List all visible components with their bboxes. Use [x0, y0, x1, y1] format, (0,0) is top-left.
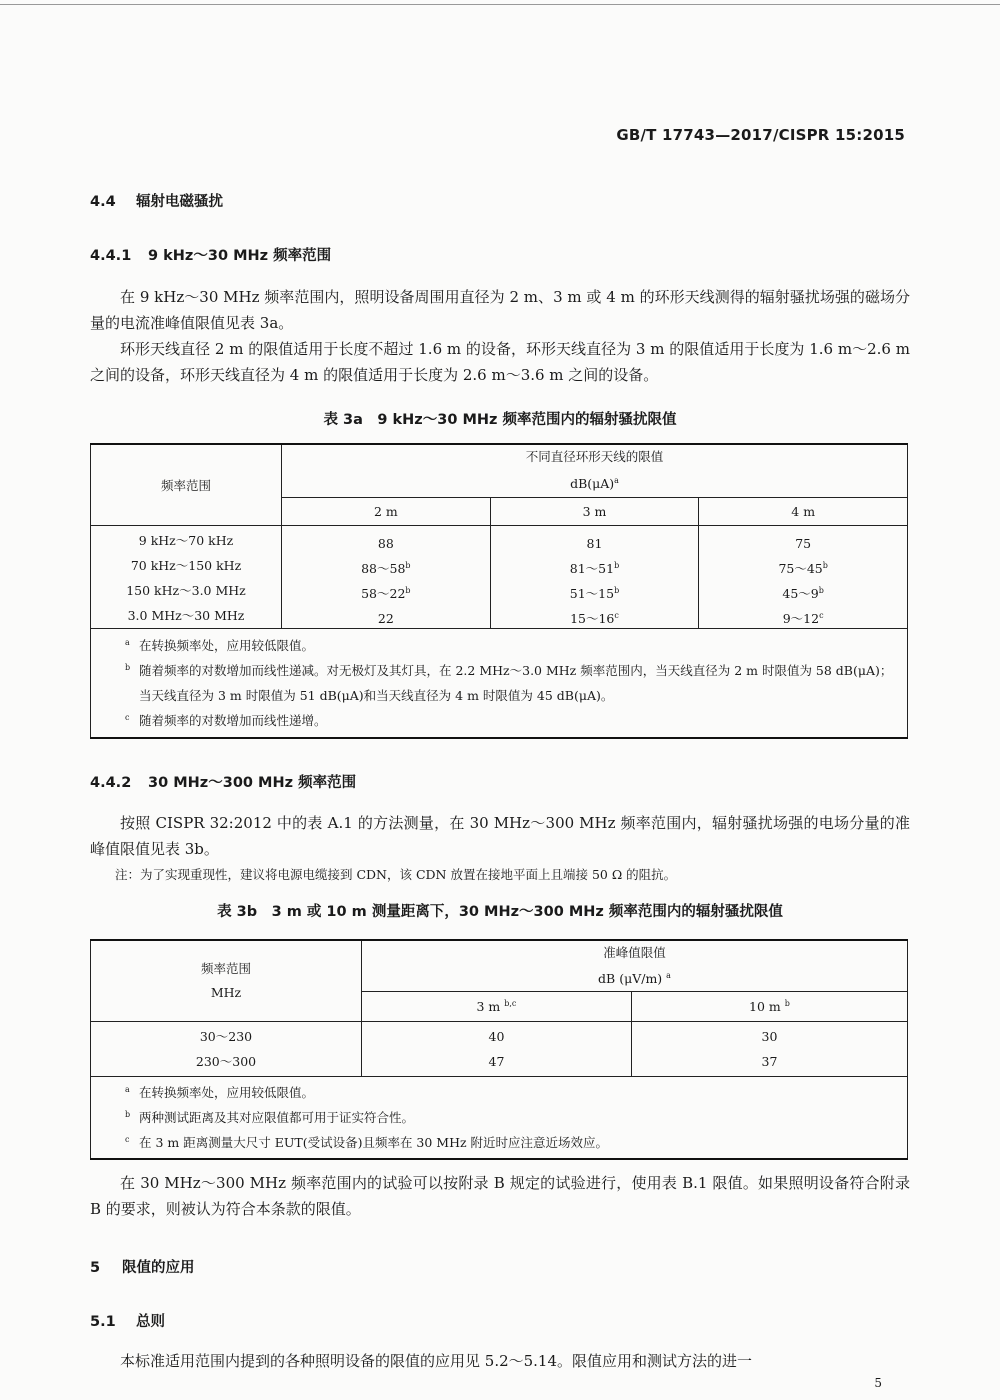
- note: 注：为了实现重现性，建议将电源电缆接到 CDN，该 CDN 放置在接地平面上且端接 50 Ω 的阻抗。: [115, 867, 677, 882]
- table-3b-footnotes: [91, 1077, 908, 1160]
- header-cell-diameter: 2 m: [282, 498, 491, 526]
- cell-frequency-column: 30～230 230～300: [91, 1022, 362, 1077]
- section-number: 4.4: [90, 194, 116, 210]
- table-3a-caption: 表 3a 9 kHz～30 MHz 频率范围内的辐射骚扰限值: [323, 412, 677, 428]
- group-unit: $dB(\mu A)^a$: [570, 476, 619, 492]
- paragraph: 按照 CISPR 32:2012 中的表 A.1 的方法测量，在 30 MHz～300 MHz 频率范围内，辐射骚扰场强的电场分量的准峰值限值见表 3b。: [90, 814, 910, 858]
- paragraph: 本标准适用范围内提到的各种照明设备的限值的应用见 5.2～5.14。限值应用和测试方法的进一: [120, 1352, 753, 1370]
- header-cell-diameter: 3 m: [490, 498, 699, 526]
- section-number: 5.1: [90, 1314, 116, 1330]
- header-unit: MHz: [210, 985, 242, 1000]
- top-rule: [0, 4, 1000, 5]
- header-cell-frequency: 频率范围: [91, 444, 282, 526]
- footnote-mark: a: [666, 971, 671, 981]
- cell-3m-column: 40 47: [362, 1022, 632, 1077]
- section-title: 辐射电磁骚扰: [136, 194, 223, 210]
- section-4-4-heading: [90, 190, 223, 211]
- cell-frequency-column: 9 kHz～70 kHz 70 kHz～150 kHz 150 kHz～3.0 MHz 3.0 MHz～30 MHz: [91, 526, 282, 629]
- table-3b-caption: 表 3b 3 m 或 10 m 测量距离下，30 MHz～300 MHz 频率范围内的辐射骚扰限值: [217, 904, 783, 920]
- section-number: 5: [90, 1260, 101, 1276]
- section-5-1-heading: [90, 1310, 165, 1331]
- table-3a-footnotes: [91, 629, 908, 739]
- footnote: b 两种测试距离及其对应限值都可用于证实符合性。: [125, 1110, 415, 1125]
- table-row: [91, 1022, 908, 1077]
- section-title: 限值的应用: [122, 1260, 195, 1276]
- section-title: 30 MHz～300 MHz 频率范围: [148, 775, 357, 791]
- section-4-4-2-heading: [90, 771, 356, 792]
- footnote: c 随着频率的对数增加而线性递增。: [125, 713, 327, 728]
- section-title: 9 kHz～30 MHz 频率范围: [148, 248, 332, 264]
- header-cell-limits: [362, 940, 908, 992]
- paragraph: 在 9 kHz～30 MHz 频率范围内，照明设备周围用直径为 2 m、3 m 或 4 m 的环形天线测得的辐射骚扰场强的磁场分量的电流准峰值限值见表 3a。: [90, 288, 910, 332]
- page-number: 5: [874, 1376, 882, 1390]
- footnote-mark: a: [614, 476, 619, 486]
- header-cell-frequency: [91, 940, 362, 1022]
- standard-code: GB/T 17743—2017/CISPR 15:2015: [616, 126, 905, 144]
- section-5-heading: [90, 1256, 195, 1277]
- footnote: b 随着频率的对数增加而线性递减。对无极灯及其灯具，在 2.2 MHz～3.0 MHz 频率范围内，当天线直径为 2 m 时限值为 58 dB(μA)；当天线直径为 3 m 时限值为 51 dB(μA)和当天线直径为 4 m 时限值为 45 dB(μA)。: [125, 663, 893, 703]
- footnote: a 在转换频率处，应用较低限值。: [125, 638, 315, 653]
- cell-2m-column: 88 88～58$^b$ 58～22$^b$ 22: [282, 526, 491, 629]
- footnote: a 在转换频率处，应用较低限值。: [125, 1085, 315, 1100]
- cell-4m-column: 75 75～45$^b$ 45～9$^b$ 9～12$^c$: [699, 526, 908, 629]
- section-4-4-1-heading: [90, 244, 331, 265]
- header-cell-distance: 10 m $^b$: [631, 992, 907, 1022]
- paragraph: 在 30 MHz～300 MHz 频率范围内的试验可以按附录 B 规定的试验进行，使用表 B.1 限值。如果照明设备符合附录 B 的要求，则被认为符合本条款的限值。: [90, 1174, 910, 1218]
- group-title: 不同直径环形天线的限值: [525, 449, 664, 465]
- section-number: 4.4.1: [90, 248, 132, 264]
- header-label: 频率范围: [200, 961, 251, 976]
- cell-3m-column: 81 81～51$^b$ 51～15$^b$ 15～16$^c$: [490, 526, 699, 629]
- cell-10m-column: 30 37: [631, 1022, 907, 1077]
- header-cell-limits: [282, 444, 908, 498]
- table-row: [91, 526, 908, 629]
- paragraph: 环形天线直径 2 m 的限值适用于长度不超过 1.6 m 的设备，环形天线直径为 3 m 的限值适用于长度为 1.6 m～2.6 m 之间的设备，环形天线直径为 4 m 的限值适用于长度为 2.6 m～3.6 m 之间的设备。: [90, 340, 910, 384]
- group-unit: dB (μV/m) $^a$: [598, 971, 671, 987]
- table-3a: [90, 443, 908, 739]
- header-cell-distance: 3 m $^{b,c}$: [362, 992, 632, 1022]
- header-cell-diameter: 4 m: [699, 498, 908, 526]
- section-title: 总则: [136, 1314, 165, 1330]
- table-3b: [90, 939, 908, 1160]
- section-number: 4.4.2: [90, 775, 132, 791]
- group-title: 准峰值限值: [603, 945, 666, 961]
- footnote: c 在 3 m 距离测量大尺寸 EUT(受试设备)且频率在 30 MHz 附近时应注意近场效应。: [125, 1135, 609, 1150]
